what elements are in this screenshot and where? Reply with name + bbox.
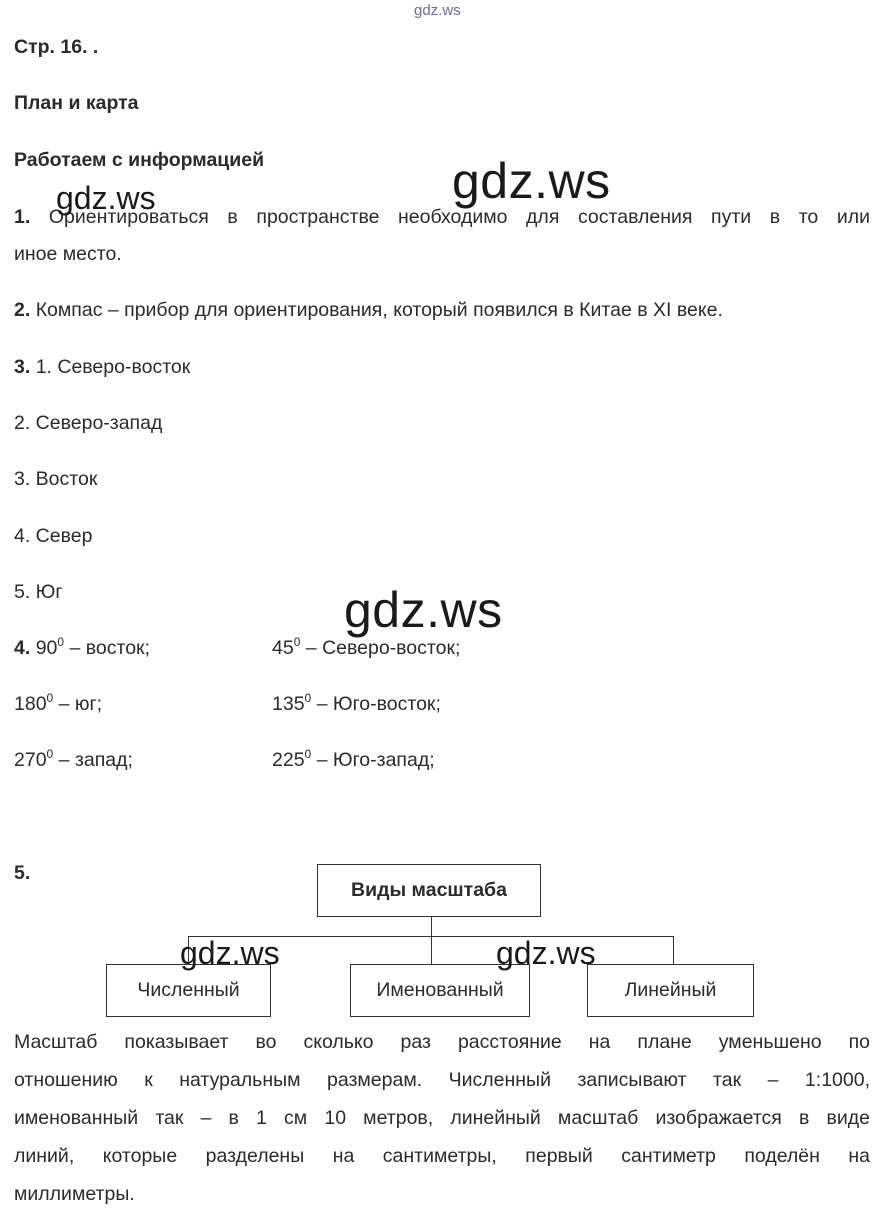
q1-text-1: Ориентироваться в пространстве необходимо для составления пути в то или bbox=[48, 206, 870, 228]
diagram-root: Виды масштаба bbox=[317, 864, 541, 917]
diagram-child-named: Именованный bbox=[350, 964, 530, 1017]
connector-middle bbox=[431, 936, 432, 964]
degree-sup: 0 bbox=[57, 635, 65, 649]
watermark-large-2: gdz.ws bbox=[344, 582, 503, 638]
degree-value: 180 bbox=[14, 693, 47, 715]
degree-value: 90 bbox=[35, 637, 58, 659]
connector-right bbox=[673, 936, 674, 964]
q5-paragraph-line4: линий, которые разделены на сантиметры, первый сантиметр поделён на bbox=[14, 1145, 870, 1167]
q3-item-text: 1. Северо-восток bbox=[35, 356, 191, 378]
q5-paragraph-line5: миллиметры. bbox=[14, 1183, 135, 1205]
q4-right-2 bbox=[272, 693, 441, 715]
q4-left-3 bbox=[14, 749, 133, 771]
direction-text: – восток; bbox=[64, 637, 150, 659]
degree-sup: 0 bbox=[46, 747, 54, 761]
q3-item-5: 5. Юг bbox=[14, 581, 63, 603]
q5-paragraph-line3: именованный так – в 1 см 10 метров, линейный масштаб изображается в виде bbox=[14, 1107, 870, 1129]
q2-number: 2. bbox=[14, 299, 31, 321]
q3-item-4: 4. Север bbox=[14, 525, 93, 547]
page-number: Стр. 16. . bbox=[14, 36, 99, 58]
section-heading: Работаем с информацией bbox=[14, 149, 265, 171]
degree-value: 270 bbox=[14, 749, 47, 771]
q4-number: 4. bbox=[14, 637, 31, 659]
q3-item-2: 2. Северо-запад bbox=[14, 412, 163, 434]
q4-left-1 bbox=[14, 637, 150, 659]
watermark-medium-2: gdz.ws bbox=[180, 935, 280, 971]
degree-sup: 0 bbox=[304, 747, 312, 761]
direction-text: – Юго-запад; bbox=[311, 749, 435, 771]
q3-number: 3. bbox=[14, 356, 31, 378]
q5-paragraph-line2: отношению к натуральным размерам. Численный записывают так – 1:1000, bbox=[14, 1069, 870, 1091]
connector-root-down bbox=[431, 916, 432, 936]
diagram-child-linear: Линейный bbox=[587, 964, 754, 1017]
direction-text: – юг; bbox=[53, 693, 103, 715]
q4-left-2 bbox=[14, 693, 102, 715]
q2 bbox=[14, 299, 723, 321]
watermark-medium-1: gdz.ws bbox=[56, 180, 156, 216]
q5-paragraph-line1: Масштаб показывает во сколько раз расстояние на плане уменьшено по bbox=[14, 1031, 870, 1053]
diagram-child-numeric: Численный bbox=[106, 964, 271, 1017]
degree-value: 135 bbox=[272, 693, 305, 715]
lesson-title: План и карта bbox=[14, 92, 139, 114]
watermark-large-1: gdz.ws bbox=[452, 153, 611, 209]
q3-item-1 bbox=[14, 356, 190, 378]
q1-number: 1. bbox=[14, 206, 31, 228]
q3-item-3: 3. Восток bbox=[14, 468, 98, 490]
watermark-top: gdz.ws bbox=[414, 2, 461, 19]
degree-sup: 0 bbox=[293, 635, 301, 649]
direction-text: – Северо-восток; bbox=[300, 637, 461, 659]
degree-value: 45 bbox=[272, 637, 294, 659]
q4-right-3 bbox=[272, 749, 435, 771]
q2-text: Компас – прибор для ориентирования, который появился в Китае в XI веке. bbox=[35, 299, 723, 321]
q4-right-1 bbox=[272, 637, 460, 659]
q1-line2: иное место. bbox=[14, 243, 122, 265]
watermark-medium-3: gdz.ws bbox=[496, 935, 596, 971]
q5-number: 5. bbox=[14, 862, 31, 884]
degree-sup: 0 bbox=[304, 691, 312, 705]
degree-value: 225 bbox=[272, 749, 305, 771]
direction-text: – Юго-восток; bbox=[311, 693, 441, 715]
degree-sup: 0 bbox=[46, 691, 54, 705]
direction-text: – запад; bbox=[53, 749, 133, 771]
